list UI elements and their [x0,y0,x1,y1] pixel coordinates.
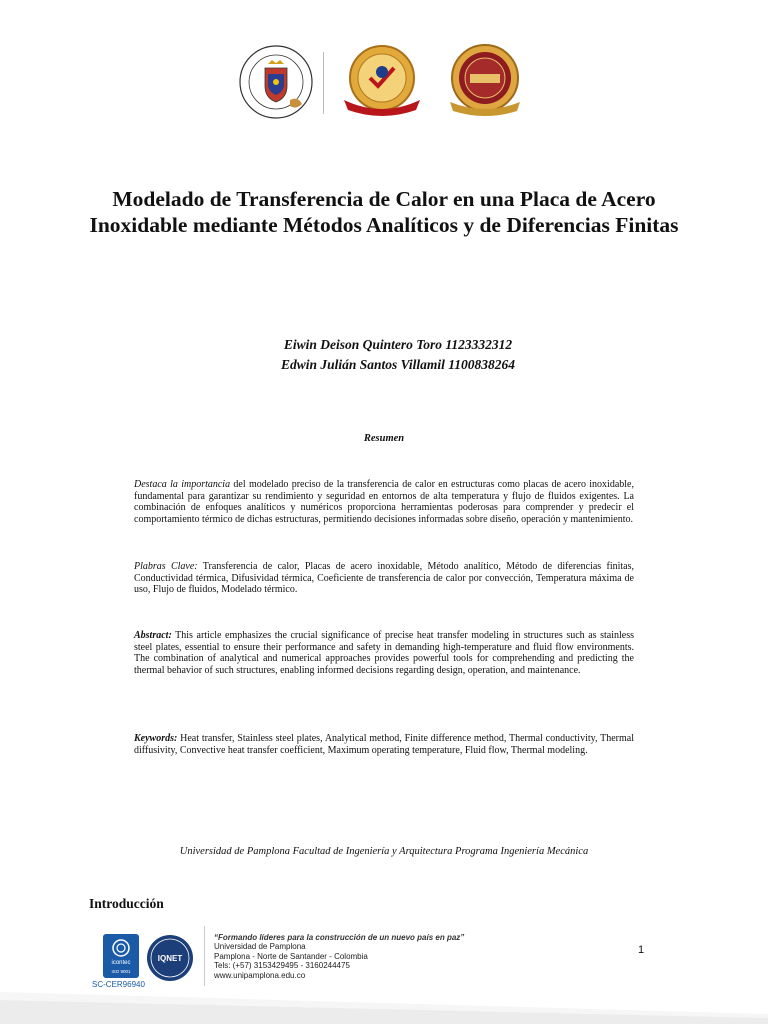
palabras-clave-text: Transferencia de calor, Placas de acero inoxidable, Método analítico, Método de diferencias finitas, Conductividad térmica, Difusividad térmica, Coeficiente de transferencia de calor por convección, Temperatura máxima de uso, Flujo de fluidos, Modelado térmico. [134,561,634,596]
icontec-certification-icon [103,934,139,978]
footer-line-website: www.unipamplona.edu.co [214,970,306,980]
footer-line-phones: Tels: (+57) 3153429495 - 3160244475 [214,961,350,971]
authors-block [84,335,712,375]
summary-paragraph [134,479,634,525]
page-number: 1 [638,944,645,956]
keywords-text: Heat transfer, Stainless steel plates, Analytical method, Finite difference method, Thermal conductivity, Thermal diffusivity, Convective heat transfer coefficient, Maximum operating temperature, Fluid flow, Thermal modeling. [134,733,634,756]
accreditation-seal-icon [336,42,428,122]
summary-text: del modelado preciso de la transferencia de calor en estructuras como placas de acero inoxidable, fundamental para garantizar su rendimiento y seguridad en entornos de alta temperatura y flujo de fluidos exigentes. La combinación de enfoques analíticos y numéricos proporciona herramientas poderosas para comprender y predecir el comportamiento térmico de dichas estructuras, permitiendo decisiones informadas sobre diseño, operación y mantenimiento. [134,479,634,525]
keywords-lead: Keywords: [134,733,178,744]
keywords-paragraph [134,733,634,756]
resumen-heading: Resumen [363,433,405,444]
footer-line-university: Universidad de Pamplona [214,942,306,952]
logo-divider [323,52,324,114]
summary-lead: Destaca la importancia [134,479,231,490]
footer-motto: “Formando líderes para la construcción de un nuevo país en paz” [214,933,465,942]
certification-code: SC-CER96940 [92,980,145,989]
footer-line-address: Pamplona - Norte de Santander - Colombia [214,951,368,961]
paper-title: Modelado de Transferencia de Calor en una Placa de Acero Inoxidable mediante Métodos Analíticos y de Diferencias Finitas [89,187,679,237]
abstract-lead: Abstract: [134,630,172,641]
footer-divider [204,926,205,986]
palabras-clave-lead: Plabras Clave: [134,561,198,572]
intro-heading: Introducción [89,896,164,911]
palabras-clave-paragraph [134,561,634,596]
author-2: Edwin Julián Santos Villamil 1100838264 [280,357,516,372]
icontec-label: icontec [111,960,131,966]
university-logo [238,44,314,120]
iso-label: ISO 9001 [111,969,131,974]
footer-contact [214,933,464,980]
abstract-text: This article emphasizes the crucial significance of precise heat transfer modeling in structures such as stainless steel plates, essential to ensure their performance and safety in demanding high-temperature and fluid flow environments. The combination of analytical and numerical approaches provides powerful tools for comprehending and predicting the thermal behavior of such structures, enabling informed decisions regarding design, operation, and maintenance. [134,630,634,676]
faculty-line: Universidad de Pamplona Facultad de Ingeniería y Arquitectura Programa Ingeniería Mecánica [179,846,589,857]
iqnet-certification-icon [146,934,194,982]
footer-bar [0,992,768,1024]
international-seal-icon [440,42,530,122]
abstract-paragraph [134,630,634,676]
author-1: Eiwin Deison Quintero Toro 1123332312 [283,337,513,352]
iqnet-label: IQNET [157,954,183,963]
